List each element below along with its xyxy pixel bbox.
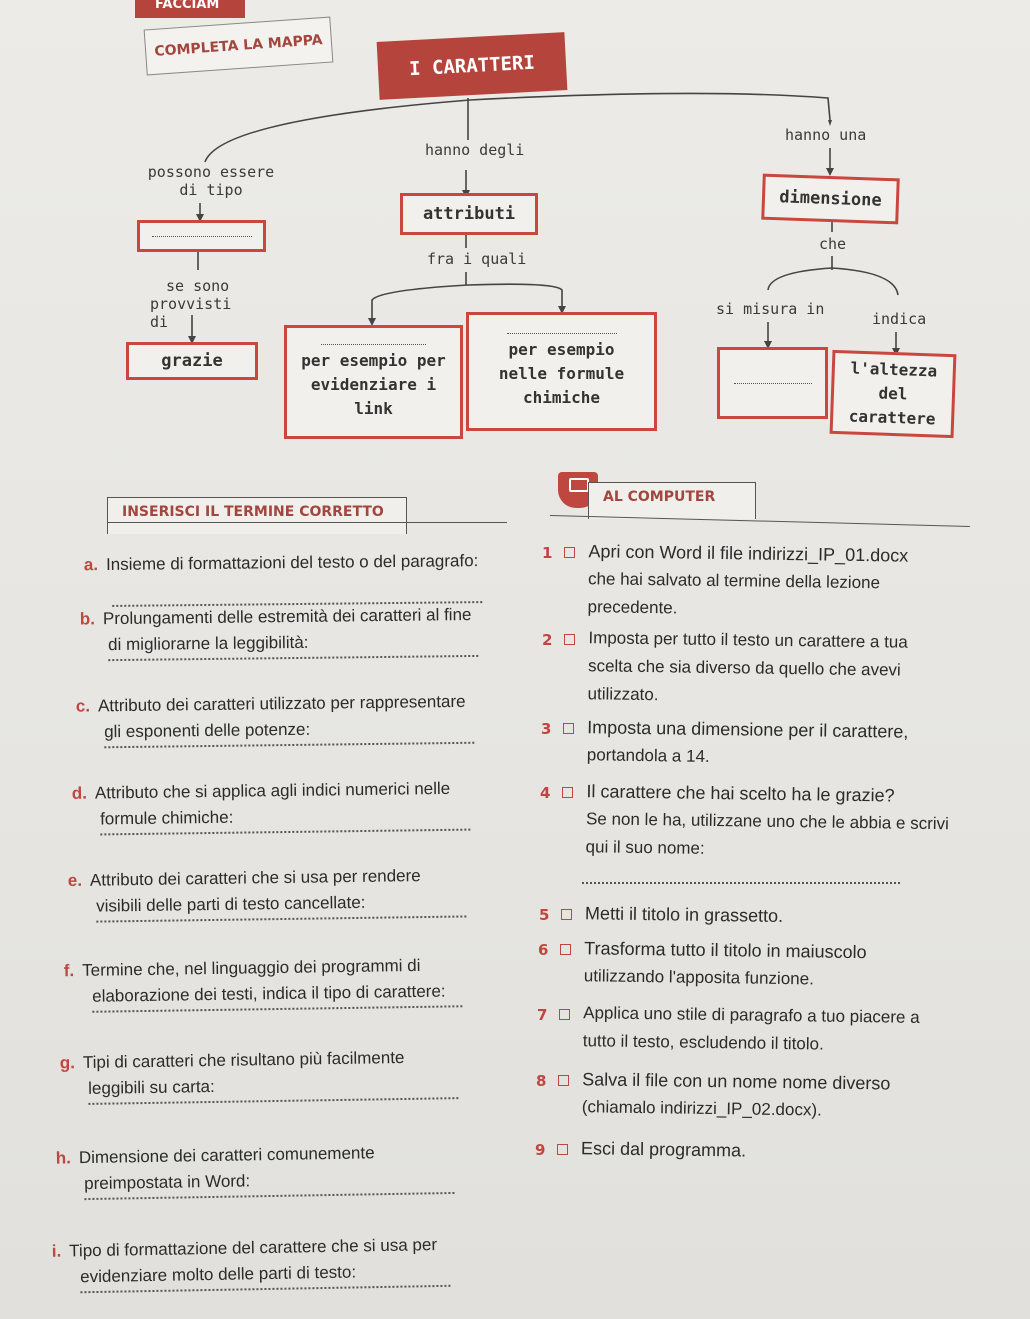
- step-text: [582, 1065, 983, 1127]
- step-text: [584, 934, 985, 996]
- computer-header: [588, 482, 756, 519]
- map-root-box: [377, 32, 568, 100]
- center-right-box[interactable]: [466, 312, 657, 431]
- step-line: portandola a 14.: [586, 745, 710, 766]
- exercise-item-text-2: visibili delle parti di testo cancellate:: [96, 892, 366, 916]
- exercise-item-letter: f.: [63, 961, 75, 981]
- exercise-item-text: Prolungamenti delle estremità dei caratteri al fine: [102, 604, 472, 629]
- exercise-answer-line[interactable]: [108, 655, 478, 661]
- blank-line: [321, 344, 426, 345]
- altezza-box: [830, 350, 957, 438]
- step-line: Il carattere che hai scelto ha le grazie?: [586, 781, 895, 806]
- computer-header-rule: [550, 515, 970, 527]
- exercise-item-text: Attributo dei caratteri che si usa per rendere: [89, 866, 421, 890]
- exercise-item: [72, 778, 503, 836]
- step-line: utilizzato.: [587, 684, 659, 705]
- step-line: Salva il file con un nome nome diverso: [582, 1069, 891, 1094]
- exercise-item: [60, 1047, 491, 1106]
- step-number: 1: [542, 544, 553, 562]
- exercise-answer-line[interactable]: [104, 742, 474, 749]
- exercise-title: INSERISCI IL TERMINE CORRETTO: [122, 504, 384, 520]
- exercise-item-text-2: [84, 577, 514, 602]
- step-checkbox[interactable]: [564, 547, 575, 558]
- step-number: 6: [538, 941, 549, 959]
- exercise-item: [56, 1141, 487, 1200]
- attributi-box: [400, 193, 538, 235]
- blank-line: [507, 333, 617, 334]
- exercise-item-text-2: gli esponenti delle potenze:: [104, 719, 311, 742]
- exercise-answer-line[interactable]: [88, 1097, 458, 1105]
- exercise-item-text-2: leggibili su carta:: [88, 1076, 215, 1098]
- exercise-item-text-2: preimpostata in Word:: [84, 1171, 251, 1194]
- center-right-line2: nelle formule: [498, 364, 625, 383]
- exercise-item: [68, 865, 499, 923]
- exercise-item-letter: a.: [83, 555, 99, 575]
- altezza-line2: carattere: [848, 406, 936, 429]
- altezza-line1: l'altezza del: [850, 358, 938, 404]
- step-line: Applica uno stile di paragrafo a tuo piacere a: [583, 1003, 920, 1027]
- left-label-line2: di tipo: [179, 181, 243, 199]
- step-line: Trasforma tutto il titolo in maiuscolo: [584, 938, 867, 963]
- step-checkbox[interactable]: [560, 944, 571, 955]
- center-left-line1: per esempio per: [301, 350, 446, 370]
- step-text: [587, 713, 988, 775]
- exercise-item-text: Attributo dei caratteri utilizzato per rappresentare: [97, 691, 466, 716]
- grazie-box: [126, 342, 258, 380]
- computer-title: AL COMPUTER: [603, 489, 716, 505]
- step-4-answer-line[interactable]: [582, 882, 900, 884]
- exercise-item: [84, 551, 515, 608]
- exercise-item-text: Tipi di caratteri che risultano più facilmente: [82, 1047, 405, 1073]
- step-line: Imposta per tutto il testo un carattere a tua: [588, 628, 908, 652]
- dimensione-box: [761, 174, 900, 225]
- center-left-line2: evidenziare i link: [310, 374, 437, 418]
- exercise-item-text: Attributo che si applica agli indici numerici nelle: [94, 778, 451, 803]
- left-mid-line1: se sono: [166, 277, 230, 295]
- right-label-left: si misura in: [716, 300, 825, 318]
- center-left-box[interactable]: [284, 325, 463, 439]
- step-line: precedente.: [587, 597, 678, 618]
- exercise-item-text-2: elaborazione dei testi, indica il tipo di carattere:: [92, 981, 446, 1006]
- step-line: scelta che sia diverso da quello che avevi: [587, 656, 901, 680]
- exercise-item-letter: b.: [79, 609, 96, 629]
- step-line: Apri con Word il file indirizzi_IP_01.docx: [588, 541, 909, 566]
- step-number: 8: [536, 1072, 547, 1090]
- step-number: 3: [541, 720, 552, 738]
- exercise-item-letter: e.: [67, 870, 83, 891]
- blank-line: [734, 383, 812, 384]
- center-label-mid: fra i quali: [427, 250, 527, 268]
- step-checkbox[interactable]: [559, 1009, 570, 1020]
- exercise-answer-line[interactable]: [96, 915, 466, 922]
- left-blank-box[interactable]: [137, 220, 266, 252]
- step-text: [585, 777, 986, 867]
- right-label-top: hanno una: [785, 126, 867, 144]
- map-banner-text: COMPLETA LA MAPPA: [153, 32, 324, 60]
- step-text: [585, 899, 985, 933]
- step-checkbox[interactable]: [563, 723, 574, 734]
- exercise-item-text-2: di migliorarne la leggibilità:: [108, 632, 309, 655]
- exercise-answer-line[interactable]: [100, 829, 470, 836]
- exercise-item-letter: c.: [75, 696, 91, 716]
- step-line: (chiamalo indirizzi_IP_02.docx).: [581, 1097, 822, 1120]
- center-right-line3: chimiche: [522, 388, 601, 407]
- step-line: Esci dal programma.: [580, 1138, 747, 1161]
- exercise-item: [64, 955, 495, 1013]
- step-line: qui il suo nome:: [585, 837, 705, 858]
- exercise-item: [52, 1234, 483, 1293]
- exercise-item-letter: g.: [59, 1053, 76, 1073]
- map-root-text: I CARATTERI: [408, 51, 536, 81]
- step-line: Se non le ha, utilizzane uno che le abbia e scrivi: [585, 809, 950, 834]
- exercise-item: [80, 605, 511, 662]
- page-header-text: FACCIAM: [155, 0, 220, 12]
- step-number: 7: [537, 1006, 548, 1024]
- exercise-item-text-2: formule chimiche:: [100, 807, 234, 829]
- step-number: 4: [540, 784, 551, 802]
- step-text: [587, 537, 988, 627]
- blank-line: [152, 236, 252, 237]
- step-checkbox[interactable]: [557, 1144, 568, 1155]
- exercise-item-text-2: evidenziare molto delle parti di testo:: [80, 1262, 357, 1287]
- exercise-header: [107, 497, 407, 534]
- step-checkbox[interactable]: [564, 634, 575, 645]
- center-label-top: hanno degli: [425, 141, 525, 159]
- step-number: 5: [539, 906, 550, 924]
- step-checkbox[interactable]: [558, 1075, 569, 1086]
- step-number: 2: [542, 631, 553, 649]
- exercise-item: [76, 691, 507, 748]
- exercise-item-text: Dimensione dei caratteri comunemente: [78, 1143, 375, 1168]
- left-label-top: [146, 163, 276, 199]
- exercise-header-rule: [107, 522, 507, 523]
- exercise-item-text: Termine che, nel linguaggio dei programmi di: [82, 955, 421, 980]
- left-label-line1: possono essere: [147, 163, 275, 181]
- exercise-item-letter: i.: [51, 1241, 62, 1261]
- right-blank-box[interactable]: [717, 347, 828, 419]
- step-line: Imposta una dimensione per il carattere,: [587, 717, 909, 742]
- dimensione-text: dimensione: [778, 187, 882, 211]
- step-number: 9: [535, 1141, 546, 1159]
- left-label-mid: [150, 277, 250, 331]
- exercise-answer-line[interactable]: [92, 1005, 462, 1012]
- exercise-item-letter: d.: [71, 783, 88, 803]
- step-line: che hai salvato al termine della lezione: [587, 569, 881, 593]
- step-text: [583, 999, 984, 1061]
- exercise-item-text: Insieme di formattazioni del testo o del paragrafo:: [105, 551, 479, 575]
- step-line: utilizzando l'apposita funzione.: [583, 966, 815, 989]
- step-text: [587, 624, 988, 714]
- exercise-item-letter: h.: [55, 1148, 72, 1168]
- grazie-text: grazie: [161, 351, 223, 371]
- attributi-text: attributi: [422, 204, 516, 224]
- left-mid-line2: provvisti di: [150, 295, 232, 331]
- right-label-mid: che: [819, 235, 847, 253]
- step-checkbox[interactable]: [562, 787, 573, 798]
- center-right-line1: per esempio: [508, 340, 615, 359]
- step-text: [581, 1134, 981, 1168]
- step-line: tutto il testo, escludendo il titolo.: [582, 1031, 824, 1054]
- step-line: Metti il titolo in grassetto.: [584, 903, 784, 926]
- right-label-right: indica: [872, 310, 927, 328]
- step-checkbox[interactable]: [561, 909, 572, 920]
- exercise-item-text: Tipo di formattazione del carattere che si usa per: [69, 1235, 438, 1261]
